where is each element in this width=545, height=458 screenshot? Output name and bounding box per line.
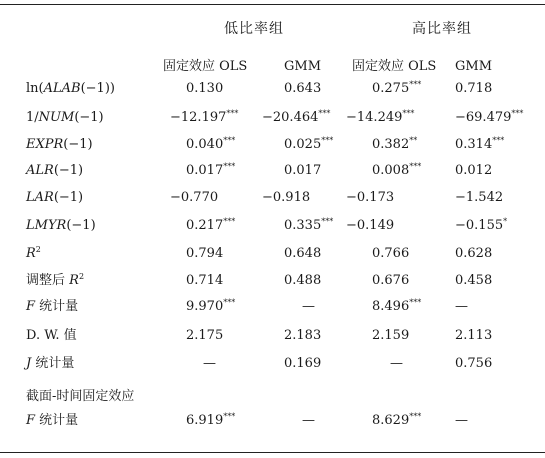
cell-value: 0.012 [455,163,493,178]
significance-stars: *** [321,136,334,145]
table-cell [302,299,315,315]
row-label-variable: F [26,299,36,314]
cell-value: 0.628 [455,246,493,261]
significance-stars: *** [223,217,236,226]
cell-value: −0.173 [346,190,395,205]
table-cell [346,190,394,206]
cell-value: 0.718 [455,81,493,96]
row-label-text: ln( [26,81,44,96]
table-cell [455,328,492,344]
cell-value: 0.017 [284,163,322,178]
significance-stars: *** [409,80,422,89]
table-cell [302,413,315,429]
cell-value: — [302,413,315,428]
column-header-low-gmm: GMM [284,59,322,74]
cell-value: 0.488 [284,273,322,288]
cell-value: −0.155 [455,218,504,233]
cell-value: 0.676 [372,273,410,288]
cell-value: −12.197 [170,110,227,125]
table-cell [186,273,223,289]
row-label-superscript: 2 [78,272,85,281]
row-label [26,137,93,153]
table-cell [455,273,492,289]
column-header-high-ols: 固定效应 OLS [352,59,437,74]
row-label-suffix: 统计量 [35,299,79,314]
significance-stars: *** [409,412,422,421]
cell-value: 6.919 [186,413,224,428]
column-header-high-gmm: GMM [455,59,493,74]
table-cell [372,328,409,344]
row-label [26,81,115,97]
table-cell [346,110,414,126]
row-label-variable: NUM [38,110,75,125]
table-cell [284,328,321,344]
significance-stars: *** [223,412,236,421]
row-label-variable: ALAB [43,81,81,96]
cell-value: 0.217 [186,218,224,233]
table-cell [262,190,310,206]
cell-value: 9.970 [186,299,224,314]
table-cell [262,110,330,126]
table-cell [455,190,503,206]
table-cell [284,273,321,289]
row-label-suffix: (−1) [53,163,84,178]
table-cell [170,110,238,126]
table-cell [372,273,409,289]
row-label [26,218,96,234]
row-label-suffix: (−1) [53,190,84,205]
row-label-suffix: (−1) [63,137,93,152]
row-label-text: 调整后 [26,273,70,288]
cell-value: 2.175 [186,328,224,343]
cell-value: 8.629 [372,413,410,428]
row-label [26,110,104,126]
row-label-text: 1/ [26,110,39,125]
significance-stars: *** [409,162,422,171]
row-label-variable: LMYR [26,218,67,233]
table-cell [455,413,468,429]
table-cell [372,163,421,179]
table-cell [170,190,218,206]
table-cell [372,81,421,97]
cell-value: 0.648 [284,246,322,261]
row-label-variable: F [26,413,36,428]
cell-value: 0.314 [455,137,493,152]
table-cell [186,218,235,234]
significance-stars: * [503,217,508,226]
table-cell [186,246,223,262]
row-label [26,413,78,429]
row-label-text: 截面-时间固定效应 [26,389,135,404]
cell-value: 0.017 [186,163,224,178]
cell-value: −69.479 [455,110,512,125]
row-label [26,299,78,315]
cell-value: 0.025 [284,137,322,152]
table-cell [186,299,235,315]
significance-stars: *** [223,136,236,145]
cell-value: 2.183 [284,328,322,343]
cell-value: −0.770 [170,190,219,205]
cell-value: 0.714 [186,273,224,288]
cell-value: — [455,299,468,314]
row-label-variable: EXPR [26,137,64,152]
cell-value: — [203,356,216,371]
cell-value: — [455,413,468,428]
row-label [26,190,83,206]
table-cell [284,163,321,179]
row-label-variable: R [69,273,79,288]
row-label [26,356,74,372]
group-header-low: 低比率组 [224,21,284,37]
table-cell [284,137,333,153]
row-label-text: D. W. 值 [26,328,77,343]
row-label [26,328,77,344]
cell-value: 0.766 [372,246,410,261]
row-label [26,389,134,405]
table-cell [186,163,235,179]
group-header-high: 高比率组 [412,21,472,37]
row-label-variable: ALR [26,163,54,178]
table-cell [284,356,321,372]
row-label-suffix: 统计量 [31,356,75,371]
cell-value: −0.918 [262,190,311,205]
table-cell [455,81,492,97]
row-label-variable: R [26,246,36,261]
table-cell [455,218,507,234]
significance-stars: *** [223,298,236,307]
row-label-suffix: (−1) [74,110,104,125]
table-cell [284,81,321,97]
significance-stars: *** [409,298,422,307]
table-cell [455,137,504,153]
row-label-suffix: (−1)) [80,81,115,96]
cell-value: 0.130 [186,81,224,96]
cell-value: 0.335 [284,218,322,233]
significance-stars: *** [321,217,334,226]
row-label-suffix: (−1) [66,218,96,233]
table-cell [284,218,333,234]
cell-value: 0.382 [372,137,410,152]
bottom-rule [0,452,545,453]
column-header-low-ols: 固定效应 OLS [163,59,248,74]
significance-stars: *** [492,136,505,145]
table-cell [203,356,216,372]
row-label-superscript: 2 [35,245,41,254]
cell-value: 2.159 [372,328,410,343]
cell-value: — [390,356,403,371]
table-cell [455,356,492,372]
significance-stars: *** [226,109,239,118]
table-cell [455,299,468,315]
table-cell [346,218,394,234]
cell-value: −1.542 [455,190,504,205]
cell-value: −20.464 [262,110,319,125]
cell-value: −14.249 [346,110,403,125]
row-label [26,163,83,179]
significance-stars: *** [318,109,331,118]
row-label-suffix: 统计量 [35,413,79,428]
significance-stars: *** [223,162,236,171]
row-label [26,246,41,262]
table-cell [284,246,321,262]
cell-value: 0.643 [284,81,322,96]
table-cell [372,137,417,153]
significance-stars: *** [402,109,415,118]
table-cell [455,246,492,262]
cell-value: 0.275 [372,81,410,96]
cell-value: 0.756 [455,356,493,371]
table-cell [390,356,403,372]
cell-value: — [302,299,315,314]
cell-value: 0.458 [455,273,493,288]
cell-value: −0.149 [346,218,395,233]
table-cell [455,163,492,179]
table-cell [455,110,523,126]
table-cell [372,246,409,262]
cell-value: 0.040 [186,137,224,152]
top-rule [0,4,545,5]
table-cell [372,413,421,429]
significance-stars: ** [409,136,418,145]
significance-stars: *** [511,109,524,118]
row-label-variable: J [26,356,32,371]
table-cell [186,81,223,97]
table-cell [186,328,223,344]
table-cell [372,299,421,315]
cell-value: 0.794 [186,246,224,261]
row-label-variable: LAR [26,190,54,205]
cell-value: 0.008 [372,163,410,178]
table-cell [186,137,235,153]
cell-value: 0.169 [284,356,322,371]
cell-value: 2.113 [455,328,493,343]
row-label [26,273,84,289]
cell-value: 8.496 [372,299,410,314]
table-cell [186,413,235,429]
